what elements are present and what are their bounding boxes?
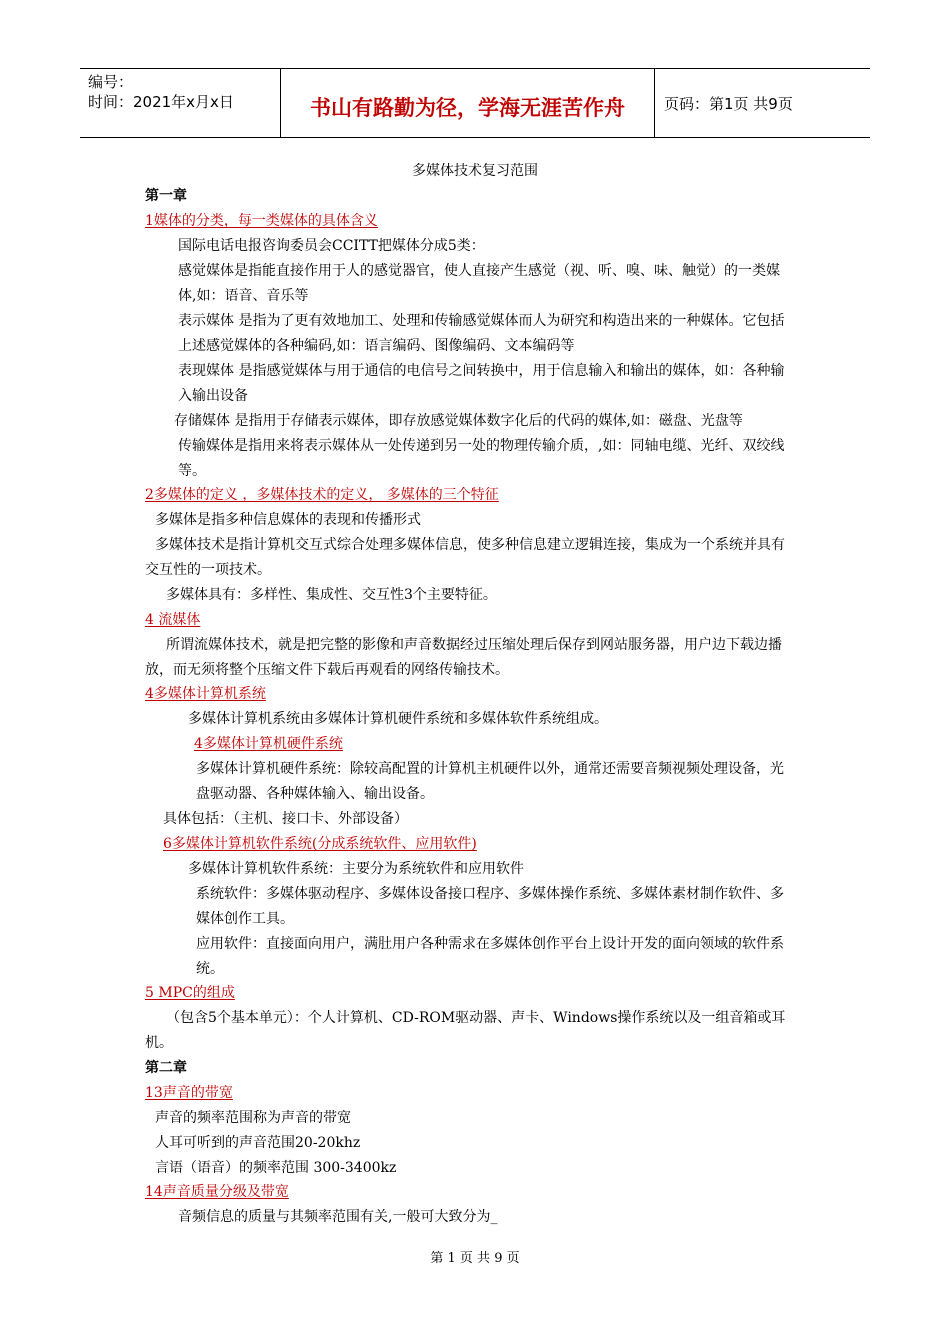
paragraph-line: 上述感觉媒体的各种编码,如：语言编码、图像编码、文本编码等 [178, 338, 575, 354]
subsection-heading: 6多媒体计算机软件系统(分成系统软件、应用软件) [163, 836, 477, 852]
paragraph-line: 系统软件：多媒体驱动程序、多媒体设备接口程序、多媒体操作系统、多媒体素材制作软件、多 [196, 886, 784, 902]
paragraph-line: 统。 [196, 961, 224, 977]
chapter-heading: 第一章 [145, 188, 187, 204]
paragraph-line: 声音的频率范围称为声音的带宽 [155, 1110, 351, 1126]
paragraph-line: 音频信息的质量与其频率范围有关,一般可大致分为_ [178, 1209, 498, 1225]
paragraph-line: 交互性的一项技术。 [145, 562, 271, 578]
paragraph-line: 多媒体具有：多样性、集成性、交互性3个主要特征。 [166, 587, 497, 603]
paragraph-line: 多媒体是指多种信息媒体的表现和传播形式 [155, 512, 421, 528]
paragraph-line: 入输出设备 [178, 388, 248, 404]
page-footer: 第 1 页 共 9 页 [430, 1251, 520, 1266]
paragraph-line: 多媒体计算机硬件系统：除较高配置的计算机主机硬件以外，通常还需要音频视频处理设备，光 [196, 761, 784, 777]
paragraph-line: 媒体创作工具。 [196, 911, 294, 927]
section-heading: 1媒体的分类，每一类媒体的具体含义 [145, 213, 378, 229]
document-header [80, 68, 870, 138]
paragraph-line: 人耳可听到的声音范围20-20khz [155, 1135, 361, 1151]
page-info: 页码：第1页 共9页 [664, 95, 793, 113]
motto: 书山有路勤为径，学海无涯苦作舟 [310, 96, 625, 120]
header-motto-cell [280, 69, 655, 137]
paragraph-line: （包含5个基本单元）：个人计算机、CD-ROM驱动器、声卡、Windows操作系统以及一组音箱或耳 [166, 1010, 786, 1026]
section-heading: 2多媒体的定义 ，多媒体技术的定义， 多媒体的三个特征 [145, 487, 499, 503]
paragraph-line: 感觉媒体是指能直接作用于人的感觉器官，使人直接产生感觉（视、听、嗅、味、触觉）的一类媒 [178, 263, 780, 279]
paragraph-line: 存储媒体 是指用于存储表示媒体，即存放感觉媒体数字化后的代码的媒体,如：磁盘、光盘等 [174, 413, 743, 429]
paragraph-line: 表示媒体 是指为了更有效地加工、处理和传输感觉媒体而人为研究和构造出来的一种媒体。它包括 [178, 313, 785, 329]
paragraph-line: 传输媒体是指用来将表示媒体从一处传递到另一处的物理传输介质，,如：同轴电缆、光纤、双绞线 [178, 438, 785, 454]
section-heading: 4 流媒体 [145, 612, 201, 628]
section-heading: 13声音的带宽 [145, 1085, 233, 1101]
doc-title: 多媒体技术复习范围 [412, 163, 538, 179]
paragraph-line: 具体包括：（主机、接口卡、外部设备） [163, 811, 408, 827]
paragraph-line: 机。 [145, 1035, 173, 1051]
paragraph-line: 应用软件：直接面向用户，满肚用户各种需求在多媒体创作平台上设计开发的面向领域的软件系 [196, 936, 784, 952]
paragraph-line: 所谓流媒体技术，就是把完整的影像和声音数据经过压缩处理后保存到网站服务器，用户边下载边播 [166, 637, 782, 653]
paragraph-line: 多媒体技术是指计算机交互式综合处理多媒体信息，使多种信息建立逻辑连接，集成为一个系统并具有 [155, 537, 785, 553]
header-left-cell [80, 69, 280, 137]
number-label: 编号： [88, 73, 134, 91]
paragraph-line: 体,如：语音、音乐等 [178, 288, 309, 304]
paragraph-line: 等。 [178, 463, 206, 479]
section-heading: 4多媒体计算机系统 [145, 686, 266, 702]
paragraph-line: 多媒体计算机软件系统：主要分为系统软件和应用软件 [188, 861, 524, 877]
chapter-heading: 第二章 [145, 1060, 187, 1076]
section-heading: 5 MPC的组成 [145, 985, 235, 1001]
section-heading: 14声音质量分级及带宽 [145, 1184, 289, 1200]
paragraph-line: 言语（语音）的频率范围 300-3400kz [155, 1160, 397, 1176]
subsection-heading: 4多媒体计算机硬件系统 [194, 736, 343, 752]
paragraph-line: 盘驱动器、各种媒体输入、输出设备。 [196, 786, 434, 802]
date-label: 时间：2021年x月x日 [88, 93, 234, 111]
paragraph-line: 国际电话电报咨询委员会CCITT把媒体分成5类： [178, 238, 485, 254]
paragraph-line: 放，而无须将整个压缩文件下载后再观看的网络传输技术。 [145, 662, 509, 678]
header-page-cell [654, 69, 870, 137]
paragraph-line: 多媒体计算机系统由多媒体计算机硬件系统和多媒体软件系统组成。 [188, 711, 608, 727]
paragraph-line: 表现媒体 是指感觉媒体与用于通信的电信号之间转换中，用于信息输入和输出的媒体，如：各种输 [178, 363, 785, 379]
